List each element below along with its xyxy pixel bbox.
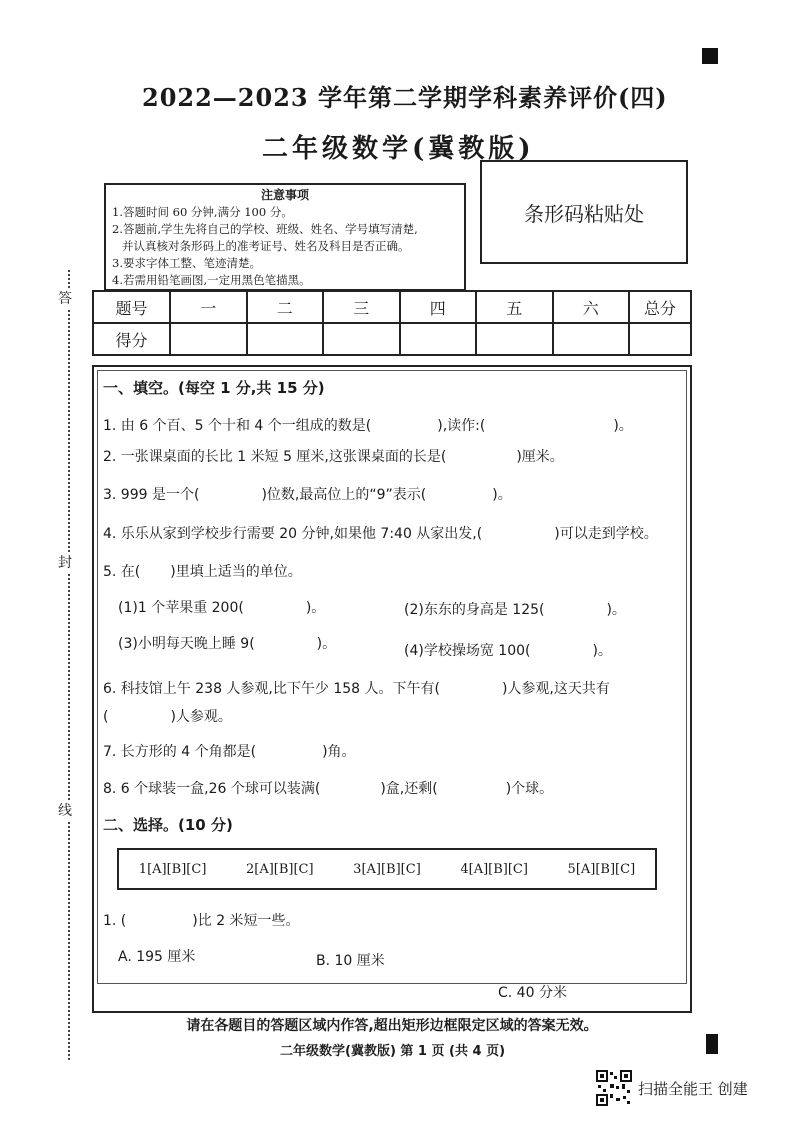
section-1-heading: 一、填空。(每空 1 分,共 15 分): [103, 379, 325, 397]
question-1-6-line1: 6. 科技馆上午 238 人参观,比下午少 158 人。下午有( )人参观,这天共有: [103, 681, 610, 697]
notice-item: 4.若需用铅笔画图,一定用黑色笔描黑。: [112, 273, 311, 287]
score-row-label: 得分: [93, 323, 170, 355]
score-header-cell: 五: [476, 291, 553, 323]
registration-mark-bottom-right: [706, 1034, 718, 1054]
exam-title: 2022—2023 学年第二学期学科素养评价(四): [142, 83, 668, 112]
side-mark-line: 线: [58, 800, 72, 820]
answer-option-group-2[interactable]: 2[A][B][C]: [245, 861, 314, 877]
notice-title: 注意事项: [260, 188, 309, 202]
choice-b: B. 10 厘米: [316, 953, 385, 969]
score-cell[interactable]: [170, 323, 247, 355]
score-cell[interactable]: [553, 323, 630, 355]
choice-a: A. 195 厘米: [118, 949, 196, 965]
score-cell[interactable]: [629, 323, 691, 355]
answer-option-group-4[interactable]: 4[A][B][C]: [460, 861, 528, 877]
choice-answer-sheet: [117, 848, 657, 890]
score-cell[interactable]: [247, 323, 324, 355]
choice-c: C. 40 分米: [498, 985, 567, 1001]
question-1-8: 8. 6 个球装一盒,26 个球可以装满( )盒,还剩( )个球。: [103, 781, 554, 797]
question-1-5: 5. 在( )里填上适当的单位。: [103, 564, 302, 580]
notice-item: 并认真核对条形码上的准考证号、姓名及科目是否正确。: [122, 239, 410, 253]
question-1-1: 1. 由 6 个百、5 个十和 4 个一组成的数是( ),读作:( )。: [103, 418, 633, 434]
answer-option-group-3[interactable]: 3[A][B][C]: [353, 861, 421, 877]
scanner-watermark: 扫描全能王 创建: [638, 1080, 748, 1098]
score-table-score-row: [93, 323, 691, 355]
score-header-cell: 一: [170, 291, 247, 323]
notice-item: 1.答题时间 60 分钟,满分 100 分。: [112, 205, 293, 219]
question-1-6-line2: ( )人参观。: [103, 709, 232, 725]
answer-area-warning: 请在各题目的答题区域内作答,超出矩形边框限定区域的答案无效。: [186, 1018, 598, 1034]
question-1-5-1: (1)1 个苹果重 200( )。: [118, 600, 326, 616]
qr-code-icon: [596, 1070, 632, 1106]
score-cell[interactable]: [400, 323, 477, 355]
notice-item: 3.要求字体工整、笔迹清楚。: [112, 256, 261, 270]
answer-option-group-5[interactable]: 5[A][B][C]: [567, 861, 636, 877]
score-header-cell: 六: [553, 291, 630, 323]
question-1-5-4: (4)学校操场宽 100( )。: [404, 643, 612, 659]
notice-box: [104, 183, 466, 291]
side-mark-seal: 封: [58, 552, 72, 572]
side-mark-answer: 答: [58, 288, 72, 308]
question-1-5-2: (2)东东的身高是 125( )。: [404, 602, 626, 618]
answer-option-group-1[interactable]: 1[A][B][C]: [138, 861, 207, 877]
question-1-3: 3. 999 是一个( )位数,最高位上的“9”表示( )。: [103, 487, 512, 503]
score-header-cell: 题号: [93, 291, 170, 323]
score-header-cell: 三: [323, 291, 400, 323]
barcode-area: [480, 160, 688, 264]
question-2-1: 1. ( )比 2 米短一些。: [103, 913, 300, 929]
barcode-label: 条形码粘贴处: [524, 201, 644, 226]
binding-dotted-line: [68, 270, 70, 1060]
page-footer: 二年级数学(冀教版) 第 1 页 (共 4 页): [280, 1044, 506, 1059]
question-1-2: 2. 一张课桌面的长比 1 米短 5 厘米,这张课桌面的长是( )厘米。: [103, 449, 564, 465]
registration-mark-top-right: [702, 48, 718, 64]
question-1-7: 7. 长方形的 4 个角都是( )角。: [103, 744, 356, 760]
exam-subtitle: 二年级数学(冀教版): [262, 134, 535, 164]
notice-item: 2.答题前,学生先将自己的学校、班级、姓名、学号填写清楚,: [112, 222, 418, 236]
question-1-5-3: (3)小明每天晚上睡 9( )。: [118, 636, 337, 652]
question-1-4: 4. 乐乐从家到学校步行需要 20 分钟,如果他 7:40 从家出发,( )可以走到学校。: [103, 526, 658, 542]
score-cell[interactable]: [476, 323, 553, 355]
score-cell[interactable]: [323, 323, 400, 355]
section-2-heading: 二、选择。(10 分): [103, 816, 233, 834]
score-header-cell: 总分: [629, 291, 691, 323]
score-header-cell: 二: [247, 291, 324, 323]
score-header-cell: 四: [400, 291, 477, 323]
score-table: [92, 290, 692, 356]
score-table-header-row: [93, 291, 691, 323]
